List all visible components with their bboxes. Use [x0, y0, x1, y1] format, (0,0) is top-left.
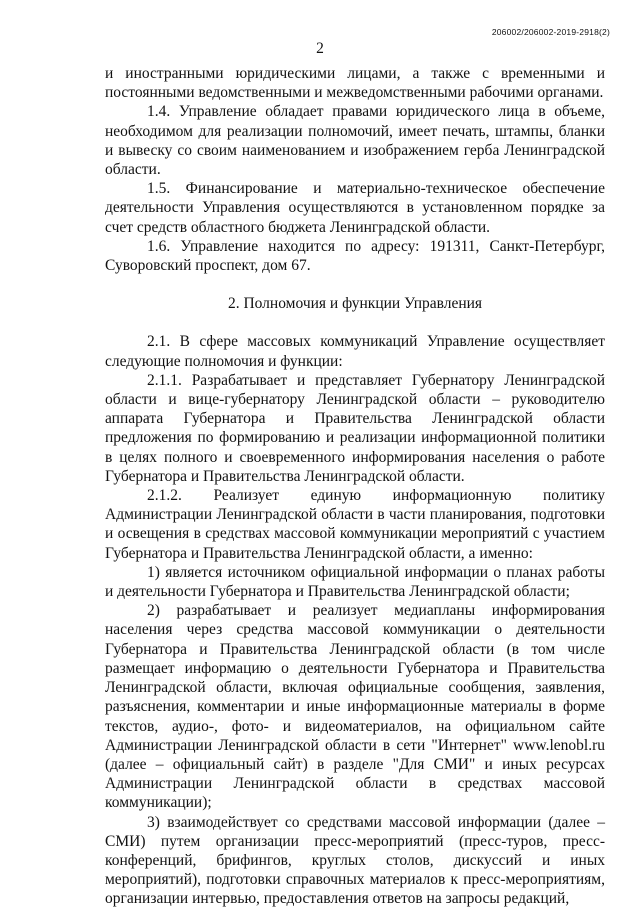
paragraph-2-1-1: 2.1.1. Разрабатывает и представляет Губернатору Ленинградской области и вице-губернатору Ленинградской области – руководителю аппарата Губернатора и Правительства Ленинградской области предложения по формированию и реализации информационной политики в целях полного и своевременного информирования населения о работе Губернатора и Правительства Ленинградской области.	[105, 371, 605, 485]
paragraph-1-5: 1.5. Финансирование и материально-техническое обеспечение деятельности Управления осуществляются в установленном порядке за счет средств областного бюджета Ленинградской области.	[105, 180, 605, 236]
paragraph-2-1: 2.1. В сфере массовых коммуникаций Управление осуществляет следующие полномочия и функции:	[105, 333, 605, 370]
page-number: 2	[316, 40, 324, 57]
list-item-1: 1) является источником официальной информации о планах работы и деятельности Губернатора и Правительства Ленинградской области;	[105, 563, 605, 601]
list-item-2: 2) разрабатывает и реализует медиапланы информирования населения через средства массовой коммуникации о деятельности Губернатора и Правительства Ленинградской области (в том числе размещает информацию о деятельности Губернатора и Правительства Ленинградской области, включая официальные сообщения, заявления, разъяснения, комментарии и иные информационные материалы в форме текстов, аудио-, фото- и видеоматериалов, на официальном сайте Администрации Ленинградской области в сети "Интернет" www.lenobl.ru (далее – официальный сайт) в разделе "Для СМИ" и иных ресурсах Администрации Ленинградской области в средствах массовой коммуникации);	[105, 602, 605, 812]
list-item-3: 3) взаимодействует со средствами массовой информации (далее – СМИ) путем организации пресс-мероприятий (пресс-туров, пресс-конференций, брифингов, круглых столов, дискуссий и иных мероприятий), подготовки справочных материалов к пресс-мероприятиям, организации интервью, предоставления ответов на запросы редакций,	[105, 813, 605, 908]
paragraph-2-1-2: 2.1.2. Реализует единую информационную политику Администрации Ленинградской области в части планирования, подготовки и освещения в средствах массовой коммуникации мероприятий с участием Губернатора и Правительства Ленинградской области, а именно:	[105, 487, 605, 562]
paragraph-continuation: и иностранными юридическими лицами, а также с временными и постоянными ведомственными и межведомственными рабочими органами.	[105, 65, 605, 102]
section-heading: 2. Полномочия и функции Управления	[227, 295, 483, 313]
document-body	[105, 64, 605, 909]
paragraph-1-4: 1.4. Управление обладает правами юридического лица в объеме, необходимом для реализации полномочий, имеет печать, штампы, бланки и вывеску со своим наименованием и изображением герба Ленинградской области.	[105, 103, 605, 179]
document-registration-number: 206002/206002-2019-2918(2)	[491, 27, 610, 37]
paragraph-1-6: 1.6. Управление находится по адресу: 191311, Санкт-Петербург, Суворовский проспект, дом 67.	[105, 237, 605, 275]
